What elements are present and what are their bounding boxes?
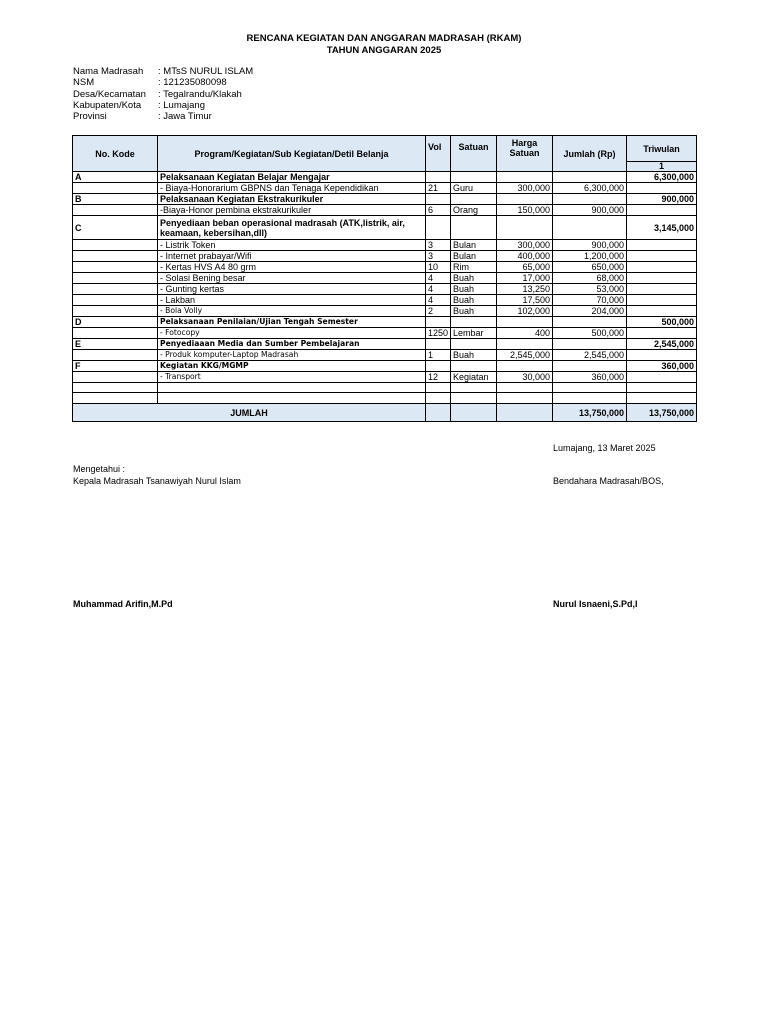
cell-satuan xyxy=(451,393,497,404)
cell-triwulan xyxy=(627,350,697,361)
cell-triwulan: 3,145,000 xyxy=(627,216,697,240)
item-row xyxy=(73,251,697,262)
cell-satuan xyxy=(451,317,497,328)
cell-satuan xyxy=(451,172,497,183)
cell-program: - Internet prabayar/Wifi xyxy=(158,251,426,262)
cell-vol xyxy=(426,194,451,205)
cell-kode xyxy=(73,273,158,284)
cell-triwulan: 900,000 xyxy=(627,194,697,205)
cell-program: - Biaya-Honorarium GBPNS dan Tenaga Kependidikan xyxy=(158,183,426,194)
cell-harga-satuan xyxy=(497,216,553,240)
cell-triwulan xyxy=(627,393,697,404)
info-value: : MTsS NURUL ISLAM xyxy=(158,66,254,77)
info-row-provinsi xyxy=(73,111,253,122)
cell-harga-satuan xyxy=(497,393,553,404)
cell-satuan: Buah xyxy=(451,306,497,317)
cell-triwulan: 500,000 xyxy=(627,317,697,328)
info-value: : 121235080098 xyxy=(158,77,227,89)
cell-program: - Transport xyxy=(158,372,426,383)
cell-jumlah xyxy=(553,393,627,404)
info-value: : Lumajang xyxy=(158,99,206,111)
cell-jumlah xyxy=(553,361,627,372)
cell-vol: 12 xyxy=(426,372,451,383)
total-satuan xyxy=(451,404,497,422)
cell-kode xyxy=(73,306,158,317)
cell-harga-satuan: 65,000 xyxy=(497,262,553,273)
cell-kode xyxy=(73,183,158,194)
group-row xyxy=(73,194,697,205)
cell-vol: 2 xyxy=(426,306,451,317)
cell-jumlah: 2,545,000 xyxy=(553,350,627,361)
cell-kode xyxy=(73,328,158,339)
document-subtitle: TAHUN ANGGARAN 2025 xyxy=(326,45,442,56)
cell-vol: 21 xyxy=(426,183,451,194)
cell-program: Penyediaaan Media dan Sumber Pembelajaran xyxy=(158,339,426,350)
cell-vol: 1 xyxy=(426,350,451,361)
header-satuan: Satuan xyxy=(451,136,497,172)
cell-program: - Kertas HVS A4 80 grm xyxy=(158,262,426,273)
item-row xyxy=(73,205,697,216)
cell-harga-satuan: 13,250 xyxy=(497,284,553,295)
cell-harga-satuan xyxy=(497,172,553,183)
blank-row xyxy=(73,393,697,404)
cell-vol: 4 xyxy=(426,273,451,284)
info-value: : Jawa Timur xyxy=(158,111,212,123)
cell-harga-satuan: 30,000 xyxy=(497,372,553,383)
item-row xyxy=(73,372,697,383)
item-row xyxy=(73,295,697,306)
cell-satuan: Bulan xyxy=(451,251,497,262)
header-harga-satuan: Harga Satuan xyxy=(497,136,553,172)
cell-jumlah xyxy=(553,317,627,328)
cell-satuan: Buah xyxy=(451,284,497,295)
cell-jumlah: 204,000 xyxy=(553,306,627,317)
cell-jumlah: 650,000 xyxy=(553,262,627,273)
cell-vol: 10 xyxy=(426,262,451,273)
header-triwulan-1: 1 xyxy=(627,162,697,172)
cell-harga-satuan: 400 xyxy=(497,328,553,339)
cell-harga-satuan: 17,500 xyxy=(497,295,553,306)
cell-jumlah xyxy=(553,216,627,240)
mengetahui-label: Mengetahui : xyxy=(73,464,126,474)
cell-triwulan xyxy=(627,183,697,194)
cell-triwulan xyxy=(627,372,697,383)
cell-kode: E xyxy=(73,339,158,350)
blank-row xyxy=(73,383,697,393)
item-row xyxy=(73,306,697,317)
cell-kode: C xyxy=(73,216,158,240)
group-row xyxy=(73,361,697,372)
cell-jumlah xyxy=(553,383,627,393)
cell-jumlah: 68,000 xyxy=(553,273,627,284)
cell-satuan: Guru xyxy=(451,183,497,194)
cell-jumlah: 900,000 xyxy=(553,205,627,216)
cell-kode xyxy=(73,393,158,404)
cell-harga-satuan: 2,545,000 xyxy=(497,350,553,361)
cell-satuan: Orang xyxy=(451,205,497,216)
cell-program: - Gunting kertas xyxy=(158,284,426,295)
cell-kode: D xyxy=(73,317,158,328)
group-row xyxy=(73,216,697,240)
cell-triwulan xyxy=(627,273,697,284)
cell-vol xyxy=(426,393,451,404)
cell-vol xyxy=(426,172,451,183)
cell-satuan xyxy=(451,194,497,205)
total-label: JUMLAH xyxy=(73,404,426,422)
cell-program: Pelaksanaan Kegiatan Ekstrakurikuler xyxy=(158,194,426,205)
info-row-nama xyxy=(73,66,253,77)
cell-satuan: Kegiatan xyxy=(451,372,497,383)
cell-satuan: Lembar xyxy=(451,328,497,339)
cell-triwulan xyxy=(627,328,697,339)
item-row xyxy=(73,183,697,194)
cell-harga-satuan xyxy=(497,339,553,350)
cell-program: - Lakban xyxy=(158,295,426,306)
document-title: RENCANA KEGIATAN DAN ANGGARAN MADRASAH (RKAM) xyxy=(246,33,522,44)
item-row xyxy=(73,328,697,339)
item-row xyxy=(73,284,697,295)
rkam-table xyxy=(72,135,697,422)
cell-jumlah: 70,000 xyxy=(553,295,627,306)
info-label: Nama Madrasah xyxy=(73,66,144,77)
cell-vol xyxy=(426,216,451,240)
cell-triwulan xyxy=(627,205,697,216)
total-row xyxy=(73,404,697,422)
cell-triwulan xyxy=(627,295,697,306)
cell-program: - Produk komputer-Laptop Madrasah xyxy=(158,350,426,361)
item-row xyxy=(73,273,697,284)
header-kode: No. Kode xyxy=(73,136,158,172)
cell-kode xyxy=(73,372,158,383)
cell-vol: 1250 xyxy=(426,328,451,339)
header-triwulan: Triwulan xyxy=(627,136,697,162)
cell-triwulan xyxy=(627,251,697,262)
left-signer-role: Kepala Madrasah Tsanawiyah Nurul Islam xyxy=(73,476,241,486)
cell-program: Pelaksanaan Kegiatan Belajar Mengajar xyxy=(158,172,426,183)
cell-triwulan xyxy=(627,383,697,393)
cell-kode xyxy=(73,284,158,295)
total-harga xyxy=(497,404,553,422)
cell-harga-satuan: 17,000 xyxy=(497,273,553,284)
cell-vol xyxy=(426,339,451,350)
cell-program: - Listrik Token xyxy=(158,240,426,251)
cell-kode xyxy=(73,251,158,262)
header-jumlah: Jumlah (Rp) xyxy=(553,136,627,172)
item-row xyxy=(73,262,697,273)
total-vol xyxy=(426,404,451,422)
item-row xyxy=(73,350,697,361)
place-date: Lumajang, 13 Maret 2025 xyxy=(553,443,656,453)
right-signer-role: Bendahara Madrasah/BOS, xyxy=(553,476,664,486)
cell-kode xyxy=(73,350,158,361)
cell-jumlah: 6,300,000 xyxy=(553,183,627,194)
cell-harga-satuan: 300,000 xyxy=(497,183,553,194)
cell-jumlah: 900,000 xyxy=(553,240,627,251)
group-row xyxy=(73,172,697,183)
cell-program: -Biaya-Honor pembina ekstrakurikuler xyxy=(158,205,426,216)
cell-vol: 3 xyxy=(426,251,451,262)
cell-triwulan xyxy=(627,284,697,295)
cell-jumlah xyxy=(553,172,627,183)
cell-kode xyxy=(73,295,158,306)
right-signer-name: Nurul Isnaeni,S.Pd,I xyxy=(553,599,638,609)
cell-triwulan: 6,300,000 xyxy=(627,172,697,183)
group-row xyxy=(73,317,697,328)
info-row-desa xyxy=(73,89,253,100)
cell-satuan: Buah xyxy=(451,273,497,284)
info-label: Kabupaten/Kota xyxy=(73,99,142,111)
cell-harga-satuan xyxy=(497,383,553,393)
header-program: Program/Kegiatan/Sub Kegiatan/Detil Belanja xyxy=(158,136,426,172)
cell-harga-satuan: 102,000 xyxy=(497,306,553,317)
info-value: : Tegalrandu/Klakah xyxy=(158,88,242,100)
cell-jumlah xyxy=(553,194,627,205)
cell-program: Penyediaan beban operasional madrasah (ATK,listrik, air, keamaan, kebersihan,dll) xyxy=(158,216,426,240)
cell-satuan: Rim xyxy=(451,262,497,273)
cell-harga-satuan xyxy=(497,194,553,205)
cell-triwulan: 360,000 xyxy=(627,361,697,372)
cell-harga-satuan xyxy=(497,361,553,372)
cell-jumlah: 360,000 xyxy=(553,372,627,383)
cell-program xyxy=(158,383,426,393)
item-row xyxy=(73,240,697,251)
cell-triwulan: 2,545,000 xyxy=(627,339,697,350)
cell-kode xyxy=(73,383,158,393)
cell-jumlah xyxy=(553,339,627,350)
cell-satuan: Bulan xyxy=(451,240,497,251)
cell-satuan xyxy=(451,361,497,372)
cell-harga-satuan: 400,000 xyxy=(497,251,553,262)
cell-vol xyxy=(426,383,451,393)
info-label: Desa/Kecamatan xyxy=(73,88,146,100)
info-label: Provinsi xyxy=(73,111,107,123)
cell-kode xyxy=(73,240,158,251)
cell-harga-satuan xyxy=(497,317,553,328)
cell-triwulan xyxy=(627,240,697,251)
total-triwulan: 13,750,000 xyxy=(627,404,697,422)
cell-triwulan xyxy=(627,306,697,317)
cell-program xyxy=(158,393,426,404)
header-vol: Vol xyxy=(426,136,451,172)
info-label: NSM xyxy=(73,77,95,89)
cell-program: Pelaksanaan Penilaian/Ujian Tengah Semester xyxy=(158,317,426,328)
cell-harga-satuan: 150,000 xyxy=(497,205,553,216)
cell-vol xyxy=(426,317,451,328)
cell-kode xyxy=(73,205,158,216)
cell-vol: 4 xyxy=(426,295,451,306)
cell-vol xyxy=(426,361,451,372)
cell-program: - Solasi Bening besar xyxy=(158,273,426,284)
cell-triwulan xyxy=(627,262,697,273)
cell-jumlah: 1,200,000 xyxy=(553,251,627,262)
cell-kode: F xyxy=(73,361,158,372)
info-row-kabupaten xyxy=(73,100,253,111)
cell-satuan xyxy=(451,216,497,240)
cell-program: - Bola Volly xyxy=(158,306,426,317)
cell-kode: A xyxy=(73,172,158,183)
cell-vol: 6 xyxy=(426,205,451,216)
total-jumlah: 13,750,000 xyxy=(553,404,627,422)
cell-satuan: Buah xyxy=(451,295,497,306)
cell-satuan xyxy=(451,383,497,393)
cell-satuan xyxy=(451,339,497,350)
rkam-body xyxy=(73,172,697,404)
cell-harga-satuan: 300,000 xyxy=(497,240,553,251)
left-signer-name: Muhammad Arifin,M.Pd xyxy=(73,599,173,609)
group-row xyxy=(73,339,697,350)
cell-kode xyxy=(73,262,158,273)
cell-satuan: Buah xyxy=(451,350,497,361)
cell-jumlah: 500,000 xyxy=(553,328,627,339)
info-row-nsm xyxy=(73,77,253,88)
cell-program: - Fotocopy xyxy=(158,328,426,339)
cell-kode: B xyxy=(73,194,158,205)
cell-program: Kegiatan KKG/MGMP xyxy=(158,361,426,372)
cell-vol: 4 xyxy=(426,284,451,295)
cell-jumlah: 53,000 xyxy=(553,284,627,295)
cell-vol: 3 xyxy=(426,240,451,251)
madrasah-info xyxy=(73,66,253,122)
